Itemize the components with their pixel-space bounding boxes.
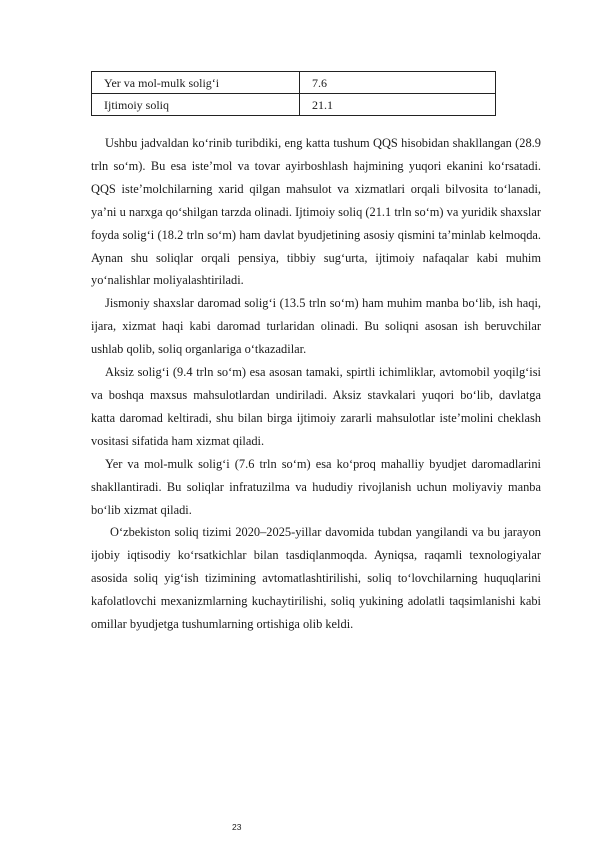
tax-revenue-table — [91, 71, 496, 116]
paragraph-vat-analysis: Ushbu jadvaldan ko‘rinib turibdiki, eng katta tushum QQS hisobidan shakllangan (28.9 trln so‘m). Bu esa iste’mol va tovar ayirboshlash hajmining yuqori ekanini ko‘rsatadi. QQS iste’molchilarning xarid qilgan mahsulot va xizmatlari orqali bilvosita to‘lanadi, ya’ni u narxga qo‘shilgan tarzda olinadi. Ijtimoiy soliq (21.1 trln so‘m) va yuridik shaxslar foyda solig‘i (18.2 trln so‘m) ham davlat byudjetining asosiy qismini ta’minlab kelmoqda. Aynan shu soliqlar orqali pensiya, tibbiy sug‘urta, ijtimoiy nafaqalar kabi muhim yo‘nalishlar moliyalashtiriladi. — [91, 136, 541, 288]
paragraph-tax-reform-summary: O‘zbekiston soliq tizimi 2020–2025-yillar davomida tubdan yangilandi va bu jarayon ijobiy iqtisodiy ko‘rsatkichlar bilan tasdiqlanmoqda. Ayniqsa, raqamli texnologiyalar asosida soliq yig‘ish tizimining avtomatlashtirilishi, soliq to‘lovchilarning huquqlarini kafolatlovchi mexanizmlarning kuchaytirilishi, soliq yukining adolatli taqsimlanishi kabi omillar byudjetga tushumlarning ortishiga olib keldi. — [91, 525, 541, 632]
tax-value-cell: 21.1 — [300, 94, 496, 116]
tax-value-cell: 7.6 — [300, 72, 496, 94]
paragraph-personal-income-tax: Jismoniy shaxslar daromad solig‘i (13.5 trln so‘m) ham muhim manba bo‘lib, ish haqi, ijara, xizmat haqi kabi daromad turlaridan olinadi. Bu soliqni asosan ish beruvchilar ushlab qolib, soliq organlariga o‘tkazadilar. — [91, 296, 541, 357]
table-row — [92, 72, 496, 94]
paragraph-land-property-tax: Yer va mol-mulk solig‘i (7.6 trln so‘m) esa ko‘proq mahalliy byudjet daromadlarini shakllantiradi. Bu soliqlar infratuzilma va hududiy rivojlanish uchun moliyaviy manba bo‘lib xizmat qiladi. — [91, 456, 541, 517]
page-number: 23 — [232, 822, 242, 832]
tax-name-cell: Yer va mol-mulk solig‘i — [92, 72, 300, 94]
table-row — [92, 94, 496, 116]
paragraph-excise-tax: Aksiz solig‘i (9.4 trln so‘m) esa asosan tamaki, spirtli ichimliklar, avtomobil yoqilg‘isi va boshqa maxsus mahsulotlardan undiriladi. Aksiz stavkalari yuqori bo‘lib, davlatga katta daromad keltiradi, shu bilan birga ijtimoiy zararli mahsulotlar iste’molini cheklash vositasi sifatida ham xizmat qiladi. — [91, 365, 541, 448]
body-text — [91, 132, 541, 636]
tax-name-cell: Ijtimoiy soliq — [92, 94, 300, 116]
